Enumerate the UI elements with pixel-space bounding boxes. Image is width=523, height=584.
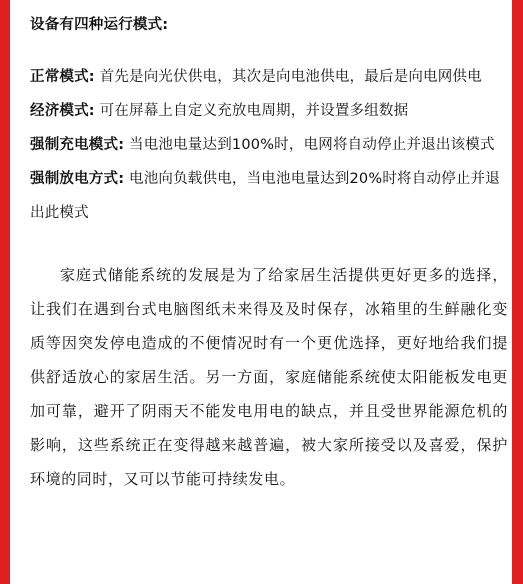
mode-force-charge — [30, 128, 500, 162]
right-red-border — [512, 0, 523, 584]
essay-paragraph: 家庭式储能系统的发展是为了给家居生活提供更好更多的选择，让我们在遇到台式电脑图纸未来得及及时保存，冰箱里的生鲜融化变质等因突发停电造成的不便情况时有一个更优选择，更好地给我们提供舒适放心的家居生活。另一方面，家庭储能系统使太阳能板发电更加可靠，避开了阴雨天不能发电用电的缺点，并且受世界能源危机的影响，这些系统正在变得越来越普遍，被大家所接受以及喜爱，保护环境的同时，又可以节能可持续发电。 — [30, 266, 508, 488]
mode-label: 强制放电方式: — [30, 171, 125, 187]
mode-normal — [30, 60, 500, 94]
left-red-border — [0, 0, 10, 584]
content — [30, 12, 508, 496]
mode-description: 首先是向光伏供电，其次是向电池供电，最后是向电网供电 — [94, 69, 482, 85]
mode-force-discharge — [30, 162, 500, 230]
mode-description: 电池向负载供电，当电池电量达到20%时将自动停止并退出此模式 — [30, 171, 500, 221]
mode-description: 当电池电量达到100%时，电网将自动停止并退出该模式 — [124, 137, 495, 153]
mode-label: 强制充电模式: — [30, 137, 125, 153]
mode-label: 经济模式: — [30, 103, 95, 119]
section-heading: 设备有四种运行模式: — [30, 17, 169, 33]
mode-label: 正常模式: — [30, 69, 95, 85]
mode-description: 可在屏幕上自定义充放电周期，并设置多组数据 — [94, 103, 409, 119]
mode-economy — [30, 94, 500, 128]
